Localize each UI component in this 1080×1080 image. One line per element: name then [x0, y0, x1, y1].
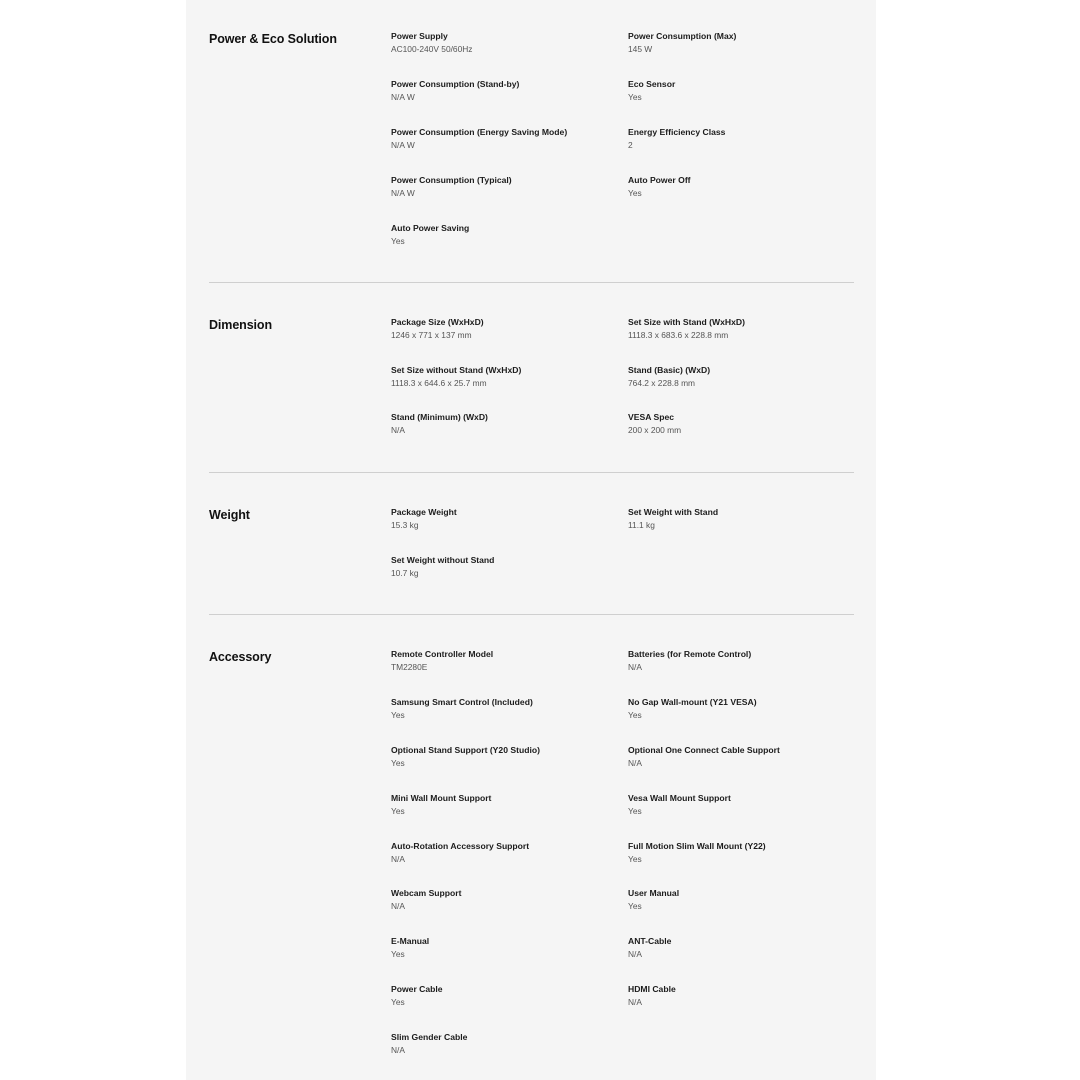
- spec-value: 11.1 kg: [628, 520, 655, 530]
- spec-set-size-without-stand: [391, 365, 621, 389]
- spec-vesa-wall-mount: [628, 793, 858, 817]
- spec-value: Yes: [391, 997, 405, 1007]
- spec-label: Power Consumption (Stand-by): [391, 79, 520, 89]
- spec-value: Yes: [391, 758, 405, 768]
- spec-hdmi-cable: [628, 984, 858, 1008]
- spec-power-consumption-standby: [391, 79, 621, 103]
- spec-label: Package Size (WxHxD): [391, 317, 484, 327]
- spec-value: 764.2 x 228.8 mm: [628, 378, 696, 388]
- spec-label: Package Weight: [391, 507, 457, 517]
- spec-value: N/A: [628, 662, 642, 672]
- section-divider: [209, 614, 854, 615]
- spec-value: 200 x 200 mm: [628, 425, 682, 435]
- spec-label: VESA Spec: [628, 412, 675, 422]
- spec-label: No Gap Wall-mount (Y21 VESA): [628, 697, 757, 707]
- spec-samsung-smart-control: [391, 697, 621, 721]
- spec-set-size-with-stand: [628, 317, 858, 341]
- spec-value: Yes: [628, 901, 642, 911]
- spec-label: Set Size with Stand (WxHxD): [628, 317, 745, 327]
- spec-auto-rotation: [391, 841, 621, 865]
- spec-batteries: [628, 649, 858, 673]
- spec-value: 1246 x 771 x 137 mm: [391, 330, 472, 340]
- spec-slim-gender-cable: [391, 1032, 621, 1056]
- spec-label: Stand (Minimum) (WxD): [391, 412, 488, 422]
- spec-user-manual: [628, 888, 858, 912]
- section-divider: [209, 472, 854, 473]
- spec-panel: [186, 0, 876, 1080]
- spec-ant-cable: [628, 936, 858, 960]
- spec-label: Set Size without Stand (WxHxD): [391, 365, 522, 375]
- spec-value: 2: [628, 140, 633, 150]
- spec-power-consumption-energy-saving: [391, 127, 621, 151]
- spec-label: Power Supply: [391, 31, 448, 41]
- spec-label: Remote Controller Model: [391, 649, 494, 659]
- spec-value: 145 W: [628, 44, 653, 54]
- spec-power-cable: [391, 984, 621, 1008]
- spec-label: Auto-Rotation Accessory Support: [391, 841, 530, 851]
- spec-label: Power Consumption (Typical): [391, 175, 512, 185]
- spec-value: Yes: [628, 92, 642, 102]
- spec-e-manual: [391, 936, 621, 960]
- spec-power-supply: [391, 31, 621, 55]
- spec-label: Eco Sensor: [628, 79, 676, 89]
- spec-value: Yes: [628, 188, 642, 198]
- spec-power-consumption-typical: [391, 175, 621, 199]
- spec-value: Yes: [391, 806, 405, 816]
- spec-optional-stand-support: [391, 745, 621, 769]
- spec-label: Slim Gender Cable: [391, 1032, 468, 1042]
- spec-power-consumption-max: [628, 31, 858, 55]
- spec-label: Mini Wall Mount Support: [391, 793, 492, 803]
- spec-energy-efficiency-class: [628, 127, 858, 151]
- spec-label: Power Cable: [391, 984, 443, 994]
- spec-value: N/A: [391, 425, 405, 435]
- spec-value: Yes: [628, 806, 642, 816]
- spec-value: N/A: [391, 901, 405, 911]
- spec-no-gap-wall-mount: [628, 697, 858, 721]
- spec-label: Set Weight without Stand: [391, 555, 495, 565]
- spec-mini-wall-mount: [391, 793, 621, 817]
- spec-value: 15.3 kg: [391, 520, 419, 530]
- spec-webcam-support: [391, 888, 621, 912]
- spec-auto-power-saving: [391, 223, 621, 247]
- spec-value: Yes: [391, 710, 405, 720]
- spec-value: N/A: [628, 997, 642, 1007]
- spec-full-motion-wall-mount: [628, 841, 858, 865]
- spec-stand-minimum: [391, 412, 621, 436]
- spec-value: Yes: [628, 854, 642, 864]
- spec-label: Power Consumption (Energy Saving Mode): [391, 127, 568, 137]
- spec-value: AC100-240V 50/60Hz: [391, 44, 473, 54]
- spec-label: E-Manual: [391, 936, 430, 946]
- spec-eco-sensor: [628, 79, 858, 103]
- spec-value: Yes: [391, 236, 405, 246]
- spec-label: Vesa Wall Mount Support: [628, 793, 731, 803]
- spec-label: Power Consumption (Max): [628, 31, 737, 41]
- spec-package-size: [391, 317, 621, 341]
- spec-value: TM2280E: [391, 662, 428, 672]
- spec-remote-controller-model: [391, 649, 621, 673]
- spec-value: N/A W: [391, 188, 415, 198]
- spec-value: 10.7 kg: [391, 568, 419, 578]
- spec-value: Yes: [391, 949, 405, 959]
- spec-label: HDMI Cable: [628, 984, 676, 994]
- spec-label: Stand (Basic) (WxD): [628, 365, 711, 375]
- spec-value: N/A: [628, 949, 642, 959]
- spec-value: 1118.3 x 644.6 x 25.7 mm: [391, 378, 487, 388]
- section-title-weight: Weight: [209, 508, 250, 522]
- spec-label: Energy Efficiency Class: [628, 127, 726, 137]
- section-title-accessory: Accessory: [209, 650, 272, 664]
- spec-label: Optional Stand Support (Y20 Studio): [391, 745, 540, 755]
- spec-label: Set Weight with Stand: [628, 507, 719, 517]
- spec-label: Full Motion Slim Wall Mount (Y22): [628, 841, 766, 851]
- spec-set-weight-with-stand: [628, 507, 858, 531]
- spec-label: Auto Power Saving: [391, 223, 470, 233]
- spec-value: N/A: [628, 758, 642, 768]
- spec-label: ANT-Cable: [628, 936, 672, 946]
- spec-value: N/A W: [391, 140, 415, 150]
- spec-set-weight-without-stand: [391, 555, 621, 579]
- spec-label: Samsung Smart Control (Included): [391, 697, 533, 707]
- spec-value: 1118.3 x 683.6 x 228.8 mm: [628, 330, 729, 340]
- spec-label: User Manual: [628, 888, 680, 898]
- spec-value: N/A: [391, 1045, 405, 1055]
- spec-value: Yes: [628, 710, 642, 720]
- spec-optional-one-connect: [628, 745, 858, 769]
- spec-label: Webcam Support: [391, 888, 462, 898]
- spec-stand-basic: [628, 365, 858, 389]
- spec-value: N/A W: [391, 92, 415, 102]
- spec-value: N/A: [391, 854, 405, 864]
- section-title-power-eco: Power & Eco Solution: [209, 32, 337, 46]
- spec-label: Auto Power Off: [628, 175, 691, 185]
- section-divider: [209, 282, 854, 283]
- spec-vesa-spec: [628, 412, 858, 436]
- spec-auto-power-off: [628, 175, 858, 199]
- spec-label: Optional One Connect Cable Support: [628, 745, 780, 755]
- spec-package-weight: [391, 507, 621, 531]
- spec-label: Batteries (for Remote Control): [628, 649, 752, 659]
- section-title-dimension: Dimension: [209, 318, 272, 332]
